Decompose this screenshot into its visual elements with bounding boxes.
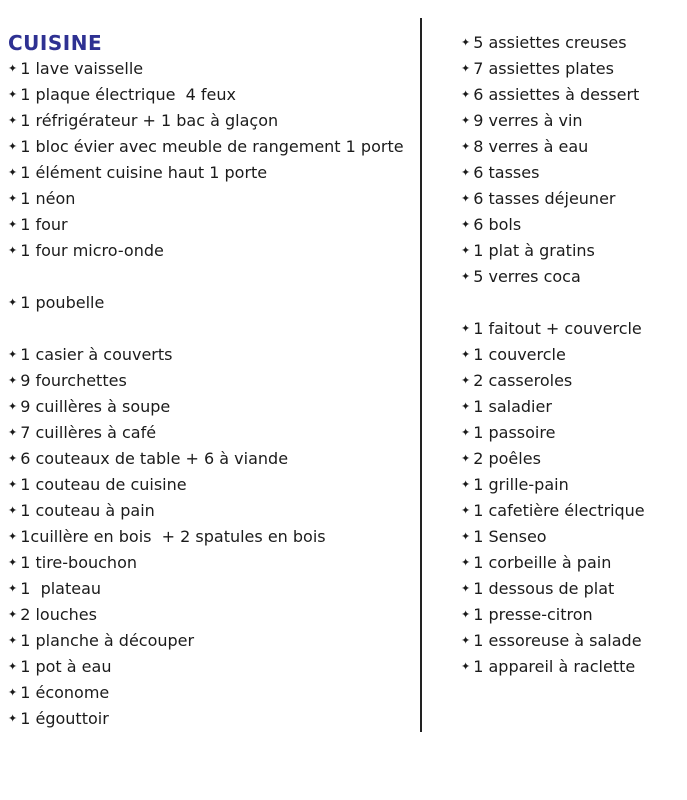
item-text: 6 assiettes à dessert [473, 85, 640, 104]
diamond-bullet-icon: ✦ [461, 608, 471, 621]
list-item [461, 498, 683, 524]
item-text: 1 cafetière électrique [473, 501, 645, 520]
diamond-bullet-icon: ✦ [461, 426, 471, 439]
item-text: 5 verres coca [473, 267, 581, 286]
item-text: 1 casier à couverts [20, 345, 173, 364]
diamond-bullet-icon: ✦ [461, 322, 471, 335]
diamond-bullet-icon: ✦ [8, 348, 18, 361]
item-text: 8 verres à eau [473, 137, 589, 156]
diamond-bullet-icon: ✦ [461, 556, 471, 569]
diamond-bullet-icon: ✦ [461, 374, 471, 387]
list-item [461, 160, 683, 186]
list-item [8, 680, 416, 706]
list-item [8, 160, 416, 186]
list-item [8, 238, 416, 264]
list-item [8, 186, 416, 212]
list-item [461, 82, 683, 108]
blank-line [8, 264, 416, 290]
list-item [461, 654, 683, 680]
list-item [461, 264, 683, 290]
item-text: 6 bols [473, 215, 522, 234]
diamond-bullet-icon: ✦ [461, 582, 471, 595]
item-text: 6 tasses [473, 163, 540, 182]
diamond-bullet-icon: ✦ [461, 660, 471, 673]
column-divider-line [420, 18, 422, 732]
item-text: 1 planche à découper [20, 631, 195, 650]
list-item [8, 108, 416, 134]
diamond-bullet-icon: ✦ [461, 452, 471, 465]
item-text: 1 plateau [20, 579, 102, 598]
list-item [461, 342, 683, 368]
item-text: 1 plaque électrique 4 feux [20, 85, 237, 104]
list-item [461, 602, 683, 628]
diamond-bullet-icon: ✦ [8, 530, 18, 543]
blank-line [461, 290, 683, 316]
diamond-bullet-icon: ✦ [8, 114, 18, 127]
item-text: 1 appareil à raclette [473, 657, 636, 676]
item-text: 1 réfrigérateur + 1 bac à glaçon [20, 111, 279, 130]
diamond-bullet-icon: ✦ [8, 556, 18, 569]
diamond-bullet-icon: ✦ [461, 504, 471, 517]
list-item [8, 56, 416, 82]
list-item [461, 394, 683, 420]
page-title: CUISINE [8, 31, 103, 55]
list-item [461, 368, 683, 394]
item-text: 1 lave vaisselle [20, 59, 144, 78]
list-item [8, 576, 416, 602]
item-text: 1 couteau de cuisine [20, 475, 187, 494]
diamond-bullet-icon: ✦ [8, 452, 18, 465]
list-item [461, 134, 683, 160]
diamond-bullet-icon: ✦ [461, 218, 471, 231]
diamond-bullet-icon: ✦ [8, 582, 18, 595]
diamond-bullet-icon: ✦ [461, 478, 471, 491]
diamond-bullet-icon: ✦ [8, 712, 18, 725]
diamond-bullet-icon: ✦ [461, 348, 471, 361]
list-item [461, 420, 683, 446]
diamond-bullet-icon: ✦ [8, 192, 18, 205]
list-item [8, 602, 416, 628]
diamond-bullet-icon: ✦ [8, 374, 18, 387]
item-text: 9 cuillères à soupe [20, 397, 171, 416]
item-text: 1 faitout + couvercle [473, 319, 642, 338]
list-item [8, 550, 416, 576]
item-text: 1 égouttoir [20, 709, 109, 728]
item-text: 7 cuillères à café [20, 423, 157, 442]
item-text: 9 fourchettes [20, 371, 127, 390]
item-text: 1 couvercle [473, 345, 566, 364]
list-item [8, 368, 416, 394]
diamond-bullet-icon: ✦ [8, 426, 18, 439]
diamond-bullet-icon: ✦ [8, 478, 18, 491]
list-item [461, 212, 683, 238]
item-text: 1 poubelle [20, 293, 105, 312]
diamond-bullet-icon: ✦ [8, 608, 18, 621]
list-item [8, 290, 416, 316]
diamond-bullet-icon: ✦ [461, 140, 471, 153]
diamond-bullet-icon: ✦ [461, 166, 471, 179]
item-text: 2 louches [20, 605, 97, 624]
item-text: 1 essoreuse à salade [473, 631, 642, 650]
diamond-bullet-icon: ✦ [461, 62, 471, 75]
list-item [8, 342, 416, 368]
left-item-list [8, 56, 416, 732]
list-item [461, 56, 683, 82]
item-text: 1 couteau à pain [20, 501, 155, 520]
item-text: 1 passoire [473, 423, 556, 442]
list-item [461, 238, 683, 264]
item-text: 6 couteaux de table + 6 à viande [20, 449, 289, 468]
item-text: 5 assiettes creuses [473, 33, 627, 52]
list-item [8, 654, 416, 680]
diamond-bullet-icon: ✦ [461, 88, 471, 101]
item-text: 1 four micro-onde [20, 241, 164, 260]
diamond-bullet-icon: ✦ [461, 192, 471, 205]
item-text: 1 four [20, 215, 68, 234]
item-text: 2 poêles [473, 449, 541, 468]
diamond-bullet-icon: ✦ [8, 88, 18, 101]
item-text: 6 tasses déjeuner [473, 189, 616, 208]
list-item [461, 108, 683, 134]
list-item [8, 134, 416, 160]
list-item [461, 30, 683, 56]
right-item-list [461, 30, 683, 680]
diamond-bullet-icon: ✦ [8, 166, 18, 179]
item-text: 1cuillère en bois + 2 spatules en bois [20, 527, 326, 546]
list-item [8, 706, 416, 732]
diamond-bullet-icon: ✦ [8, 244, 18, 257]
item-text: 1 Senseo [473, 527, 547, 546]
list-item [461, 316, 683, 342]
diamond-bullet-icon: ✦ [461, 114, 471, 127]
list-item [8, 420, 416, 446]
diamond-bullet-icon: ✦ [8, 62, 18, 75]
right-column [461, 30, 683, 680]
list-item [8, 212, 416, 238]
list-item [461, 472, 683, 498]
list-item [8, 394, 416, 420]
list-item [461, 446, 683, 472]
item-text: 9 verres à vin [473, 111, 583, 130]
list-item [8, 446, 416, 472]
item-text: 1 presse-citron [473, 605, 593, 624]
diamond-bullet-icon: ✦ [461, 36, 471, 49]
item-text: 1 corbeille à pain [473, 553, 612, 572]
diamond-bullet-icon: ✦ [461, 530, 471, 543]
item-text: 1 tire-bouchon [20, 553, 137, 572]
diamond-bullet-icon: ✦ [8, 660, 18, 673]
list-item [8, 82, 416, 108]
list-item [8, 628, 416, 654]
item-text: 1 grille-pain [473, 475, 569, 494]
list-item [8, 498, 416, 524]
diamond-bullet-icon: ✦ [8, 218, 18, 231]
diamond-bullet-icon: ✦ [461, 270, 471, 283]
left-column [8, 30, 416, 732]
diamond-bullet-icon: ✦ [461, 634, 471, 647]
item-text: 1 plat à gratins [473, 241, 595, 260]
list-item [461, 524, 683, 550]
diamond-bullet-icon: ✦ [8, 140, 18, 153]
list-item [461, 186, 683, 212]
item-text: 1 néon [20, 189, 76, 208]
diamond-bullet-icon: ✦ [461, 244, 471, 257]
list-item [461, 628, 683, 654]
list-item [461, 550, 683, 576]
item-text: 1 pot à eau [20, 657, 112, 676]
item-text: 1 dessous de plat [473, 579, 615, 598]
diamond-bullet-icon: ✦ [8, 400, 18, 413]
diamond-bullet-icon: ✦ [8, 686, 18, 699]
item-text: 1 économe [20, 683, 110, 702]
list-item [461, 576, 683, 602]
item-text: 1 bloc évier avec meuble de rangement 1 porte [20, 137, 404, 156]
diamond-bullet-icon: ✦ [461, 400, 471, 413]
blank-line [8, 316, 416, 342]
diamond-bullet-icon: ✦ [8, 504, 18, 517]
diamond-bullet-icon: ✦ [8, 634, 18, 647]
item-text: 2 casseroles [473, 371, 573, 390]
item-text: 7 assiettes plates [473, 59, 614, 78]
list-item [8, 472, 416, 498]
diamond-bullet-icon: ✦ [8, 296, 18, 309]
item-text: 1 saladier [473, 397, 552, 416]
item-text: 1 élément cuisine haut 1 porte [20, 163, 268, 182]
list-item [8, 524, 416, 550]
